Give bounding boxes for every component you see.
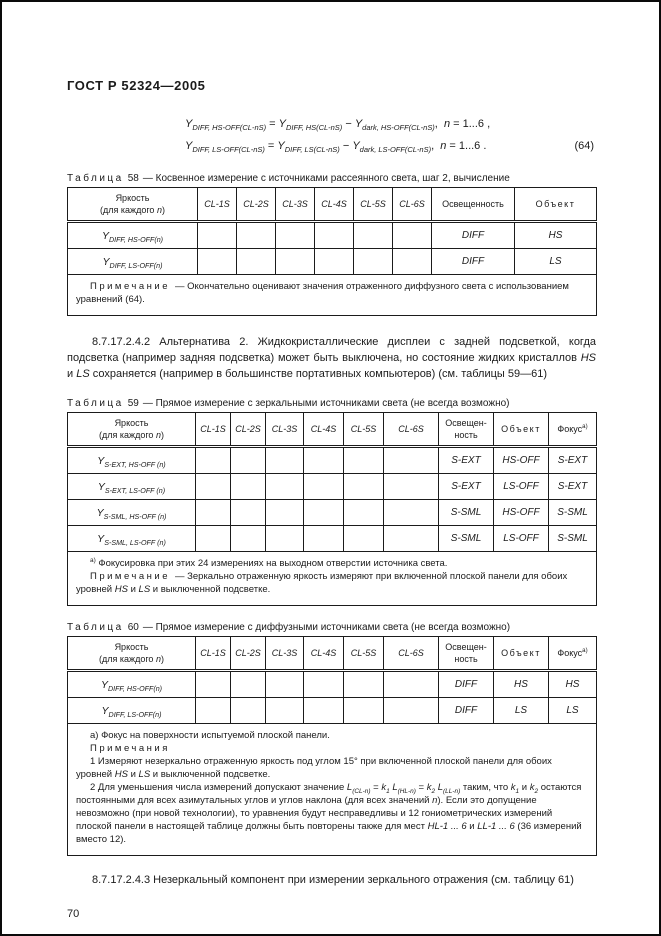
measurement-cell-empty <box>354 249 393 275</box>
measurement-cell-empty <box>266 500 304 526</box>
measurement-cell-empty <box>196 447 231 474</box>
col-header-illuminance <box>439 637 494 671</box>
table60-note-row <box>68 724 597 856</box>
col-header-luminance <box>68 188 198 222</box>
object-value: HS <box>494 671 549 698</box>
col-header-object: Объект <box>494 637 549 671</box>
table59-header-row <box>68 413 597 447</box>
col-header-cl6s: CL-6S <box>393 188 432 222</box>
illuminance-value: S-SML <box>439 500 494 526</box>
row-label: $Y_{S-SML, LS-OFF (n)}$ <box>68 526 196 552</box>
table59-caption-text: — Прямое измерение с зеркальными источниками света (не всегда возможно) <box>142 398 510 409</box>
col-header-focus: Фокус$^{а)}$ <box>549 413 597 447</box>
col-header-cl2s: CL-2S <box>231 413 266 447</box>
measurement-cell-empty <box>196 474 231 500</box>
col-header-luminance-line2: (для каждого n) <box>100 205 165 215</box>
row-label: $Y_{DIFF, LS-OFF(n)}$ <box>68 249 198 275</box>
measurement-cell-empty <box>393 222 432 249</box>
object-value: LS-OFF <box>494 526 549 552</box>
measurement-cell-empty <box>304 698 344 724</box>
table59-note <box>68 552 597 606</box>
table59-caption-label: Таблица <box>67 398 124 409</box>
measurement-cell-empty <box>231 526 266 552</box>
table58 <box>67 187 597 316</box>
illuminance-value: DIFF <box>439 671 494 698</box>
paragraph-alternative-2: 8.7.17.2.4.2 Альтернатива 2. Жидкокристаллические дисплеи с задней подсветкой, когда подсветка (например задняя подсветка) может быть выключена, но состояние жидких кристаллов HS и LS сохраняется (например в большинстве портативных компьютеров) (см. таблицы 59—61) <box>67 336 596 380</box>
measurement-cell-empty <box>196 698 231 724</box>
col-header-luminance-line1: Яркость <box>114 418 149 428</box>
row-label: $Y_{DIFF, HS-OFF(n)}$ <box>68 222 198 249</box>
col-header-cl6s: CL-6S <box>384 637 439 671</box>
col-header-cl1s: CL-1S <box>196 413 231 447</box>
measurement-cell-empty <box>384 500 439 526</box>
table58-caption-text: — Косвенное измерение с источниками рассеянного света, шаг 2, вычисление <box>142 173 510 184</box>
row-label: $Y_{S-EXT, HS-OFF (n)}$ <box>68 447 196 474</box>
measurement-cell-empty <box>315 249 354 275</box>
illuminance-value: S-EXT <box>439 447 494 474</box>
table59-caption <box>67 398 596 409</box>
focus-value: S-EXT <box>549 447 597 474</box>
measurement-cell-empty <box>344 447 384 474</box>
col-header-luminance <box>68 637 196 671</box>
col-header-luminance-line1: Яркость <box>115 193 150 203</box>
table60-note <box>68 724 597 856</box>
measurement-cell-empty <box>384 474 439 500</box>
table60-note-1: 1 Измеряют незеркально отраженную яркость под углом 15° при включенной плоской панели для обоих уровней HS и LS и выключенной подсветке. <box>76 756 552 780</box>
object-value: LS <box>515 249 597 275</box>
measurement-cell-empty <box>384 698 439 724</box>
illuminance-value: S-EXT <box>439 474 494 500</box>
note-label: Примечание <box>90 571 170 582</box>
note-text: — Окончательно оценивают значения отраженного диффузного света с использованием уравнений (64). <box>76 281 569 305</box>
note-label: Примечание <box>90 281 170 292</box>
table58-note-row <box>68 275 597 316</box>
measurement-cell-empty <box>276 222 315 249</box>
table-row <box>68 698 597 724</box>
col-header-focus: Фокус$^{а)}$ <box>549 637 597 671</box>
table58-note <box>68 275 597 316</box>
col-header-luminance-line2: (для каждого n) <box>99 430 164 440</box>
illuminance-value: DIFF <box>432 249 515 275</box>
col-header-illuminance: Освещенность <box>432 188 515 222</box>
measurement-cell-empty <box>266 671 304 698</box>
measurement-cell-empty <box>198 249 237 275</box>
measurement-cell-empty <box>384 447 439 474</box>
table58-note-paragraph <box>76 280 588 306</box>
measurement-cell-empty <box>231 474 266 500</box>
table-row <box>68 447 597 474</box>
measurement-cell-empty <box>196 500 231 526</box>
equation-line-2: $Y_{DIFF, LS-OFF(CL-nS)} = Y_{DIFF, LS(CL-nS)} - Y_{dark, LS-OFF(CL-nS)}$, n = 1...6 . <box>185 140 487 155</box>
col-header-cl6s: CL-6S <box>384 413 439 447</box>
table60-footnote-a: а) Фокус на поверхности испытуемой плоской панели. <box>90 730 330 741</box>
table60-caption-label: Таблица <box>67 622 124 633</box>
measurement-cell-empty <box>304 500 344 526</box>
measurement-cell-empty <box>304 526 344 552</box>
measurement-cell-empty <box>231 447 266 474</box>
object-value: LS-OFF <box>494 474 549 500</box>
table60-notes-heading <box>76 742 588 755</box>
col-header-illuminance-line1: Освещен- <box>445 418 487 428</box>
measurement-cell-empty <box>196 671 231 698</box>
measurement-cell-empty <box>315 222 354 249</box>
table58-caption-label: Таблица <box>67 173 124 184</box>
col-header-cl4s: CL-4S <box>315 188 354 222</box>
focus-value: LS <box>549 698 597 724</box>
measurement-cell-empty <box>304 474 344 500</box>
table59-caption-number: 59 <box>127 398 139 409</box>
col-header-illuminance-line2: ность <box>454 654 478 664</box>
object-value: LS <box>494 698 549 724</box>
row-label: $Y_{S-SML, HS-OFF (n)}$ <box>68 500 196 526</box>
equation-block <box>185 113 596 157</box>
focus-value: S-SML <box>549 526 597 552</box>
equation-number: (64) <box>574 140 594 152</box>
section-heading-8-7-17-2-4-3: 8.7.17.2.4.3 Незеркальный компонент при измерении зеркального отражения (см. таблицу 61) <box>92 874 574 886</box>
col-header-cl4s: CL-4S <box>304 637 344 671</box>
col-header-luminance-line2: (для каждого n) <box>99 654 164 664</box>
table59-footnote-a: $^{а)}$ Фокусировка при этих 24 измерениях на выходном отверстии источника света. <box>90 556 448 569</box>
table60-note-2: 2 Для уменьшения числа измерений допускают значение $L_{(CL-n)} = k_1$ $L_{(HL-n)} = k_2$ $L_{(LL-n)}$ таким, что $k_1$ и $k_2$ остаются постоянными для всех азимутальных углов и углов наклона (для всех значений n). Если это допущение невозможно (при новой технологии), то уравнения будут несправедливы и 12 гониометрических измерений плоской панели в настоящей таблице должны быть повторены также для мест HL-1 ... 6 и LL-1 ... 6 (36 измерений вместо 12). <box>76 782 582 845</box>
measurement-cell-empty <box>198 222 237 249</box>
measurement-cell-empty <box>266 474 304 500</box>
table-row <box>68 500 597 526</box>
measurement-cell-empty <box>266 526 304 552</box>
table-row <box>68 249 597 275</box>
col-header-cl5s: CL-5S <box>354 188 393 222</box>
measurement-cell-empty <box>231 500 266 526</box>
illuminance-value: DIFF <box>432 222 515 249</box>
col-header-cl1s: CL-1S <box>198 188 237 222</box>
notes-label: Примечания <box>90 743 170 754</box>
measurement-cell-empty <box>304 671 344 698</box>
table-row <box>68 474 597 500</box>
col-header-cl3s: CL-3S <box>266 413 304 447</box>
page-number: 70 <box>67 908 80 920</box>
table59-note-row <box>68 552 597 606</box>
table58-header-row <box>68 188 597 222</box>
equation-line-1: $Y_{DIFF, HS-OFF(CL-nS)} = Y_{DIFF, HS(CL-nS)} - Y_{dark, HS-OFF(CL-nS)}$, n = 1...6 , <box>185 118 491 133</box>
col-header-luminance <box>68 413 196 447</box>
row-label: $Y_{S-EXT, LS-OFF (n)}$ <box>68 474 196 500</box>
measurement-cell-empty <box>344 526 384 552</box>
focus-value: HS <box>549 671 597 698</box>
measurement-cell-empty <box>276 249 315 275</box>
measurement-cell-empty <box>344 500 384 526</box>
row-label: $Y_{DIFF, LS-OFF(n)}$ <box>68 698 196 724</box>
table-row <box>68 526 597 552</box>
table-row <box>68 671 597 698</box>
measurement-cell-empty <box>384 671 439 698</box>
measurement-cell-empty <box>344 474 384 500</box>
illuminance-value: DIFF <box>439 698 494 724</box>
measurement-cell-empty <box>304 447 344 474</box>
illuminance-value: S-SML <box>439 526 494 552</box>
col-header-cl1s: CL-1S <box>196 637 231 671</box>
table60-header-row <box>68 637 597 671</box>
measurement-cell-empty <box>266 698 304 724</box>
col-header-cl2s: CL-2S <box>237 188 276 222</box>
measurement-cell-empty <box>196 526 231 552</box>
table58-caption <box>67 173 596 184</box>
table60-caption <box>67 622 596 633</box>
col-header-illuminance <box>439 413 494 447</box>
note-text: — Зеркально отраженную яркость измеряют при включенной плоской панели для обоих уровней HS и LS и выключенной подсветке. <box>76 571 568 595</box>
object-value: HS-OFF <box>494 447 549 474</box>
col-header-cl2s: CL-2S <box>231 637 266 671</box>
col-header-cl4s: CL-4S <box>304 413 344 447</box>
focus-value: S-EXT <box>549 474 597 500</box>
measurement-cell-empty <box>237 222 276 249</box>
focus-value: S-SML <box>549 500 597 526</box>
col-header-object: Объект <box>515 188 597 222</box>
col-header-illuminance-line1: Освещен- <box>445 642 487 652</box>
measurement-cell-empty <box>266 447 304 474</box>
measurement-cell-empty <box>231 671 266 698</box>
table60-caption-number: 60 <box>127 622 139 633</box>
measurement-cell-empty <box>354 222 393 249</box>
page-header-title: ГОСТ Р 52324—2005 <box>67 78 206 93</box>
table59-note-paragraph <box>76 570 588 596</box>
col-header-cl3s: CL-3S <box>276 188 315 222</box>
object-value: HS-OFF <box>494 500 549 526</box>
table59 <box>67 412 597 606</box>
object-value: HS <box>515 222 597 249</box>
col-header-object: Объект <box>494 413 549 447</box>
equation-lines <box>185 113 574 157</box>
measurement-cell-empty <box>344 671 384 698</box>
col-header-luminance-line1: Яркость <box>114 642 149 652</box>
col-header-cl3s: CL-3S <box>266 637 304 671</box>
measurement-cell-empty <box>393 249 432 275</box>
measurement-cell-empty <box>344 698 384 724</box>
measurement-cell-empty <box>231 698 266 724</box>
table60 <box>67 636 597 856</box>
table-row <box>68 222 597 249</box>
col-header-cl5s: CL-5S <box>344 637 384 671</box>
table60-caption-text: — Прямое измерение с диффузными источниками света (не всегда возможно) <box>142 622 511 633</box>
col-header-illuminance-line2: ность <box>454 430 478 440</box>
measurement-cell-empty <box>384 526 439 552</box>
col-header-cl5s: CL-5S <box>344 413 384 447</box>
row-label: $Y_{DIFF, HS-OFF(n)}$ <box>68 671 196 698</box>
table58-caption-number: 58 <box>127 173 139 184</box>
measurement-cell-empty <box>237 249 276 275</box>
